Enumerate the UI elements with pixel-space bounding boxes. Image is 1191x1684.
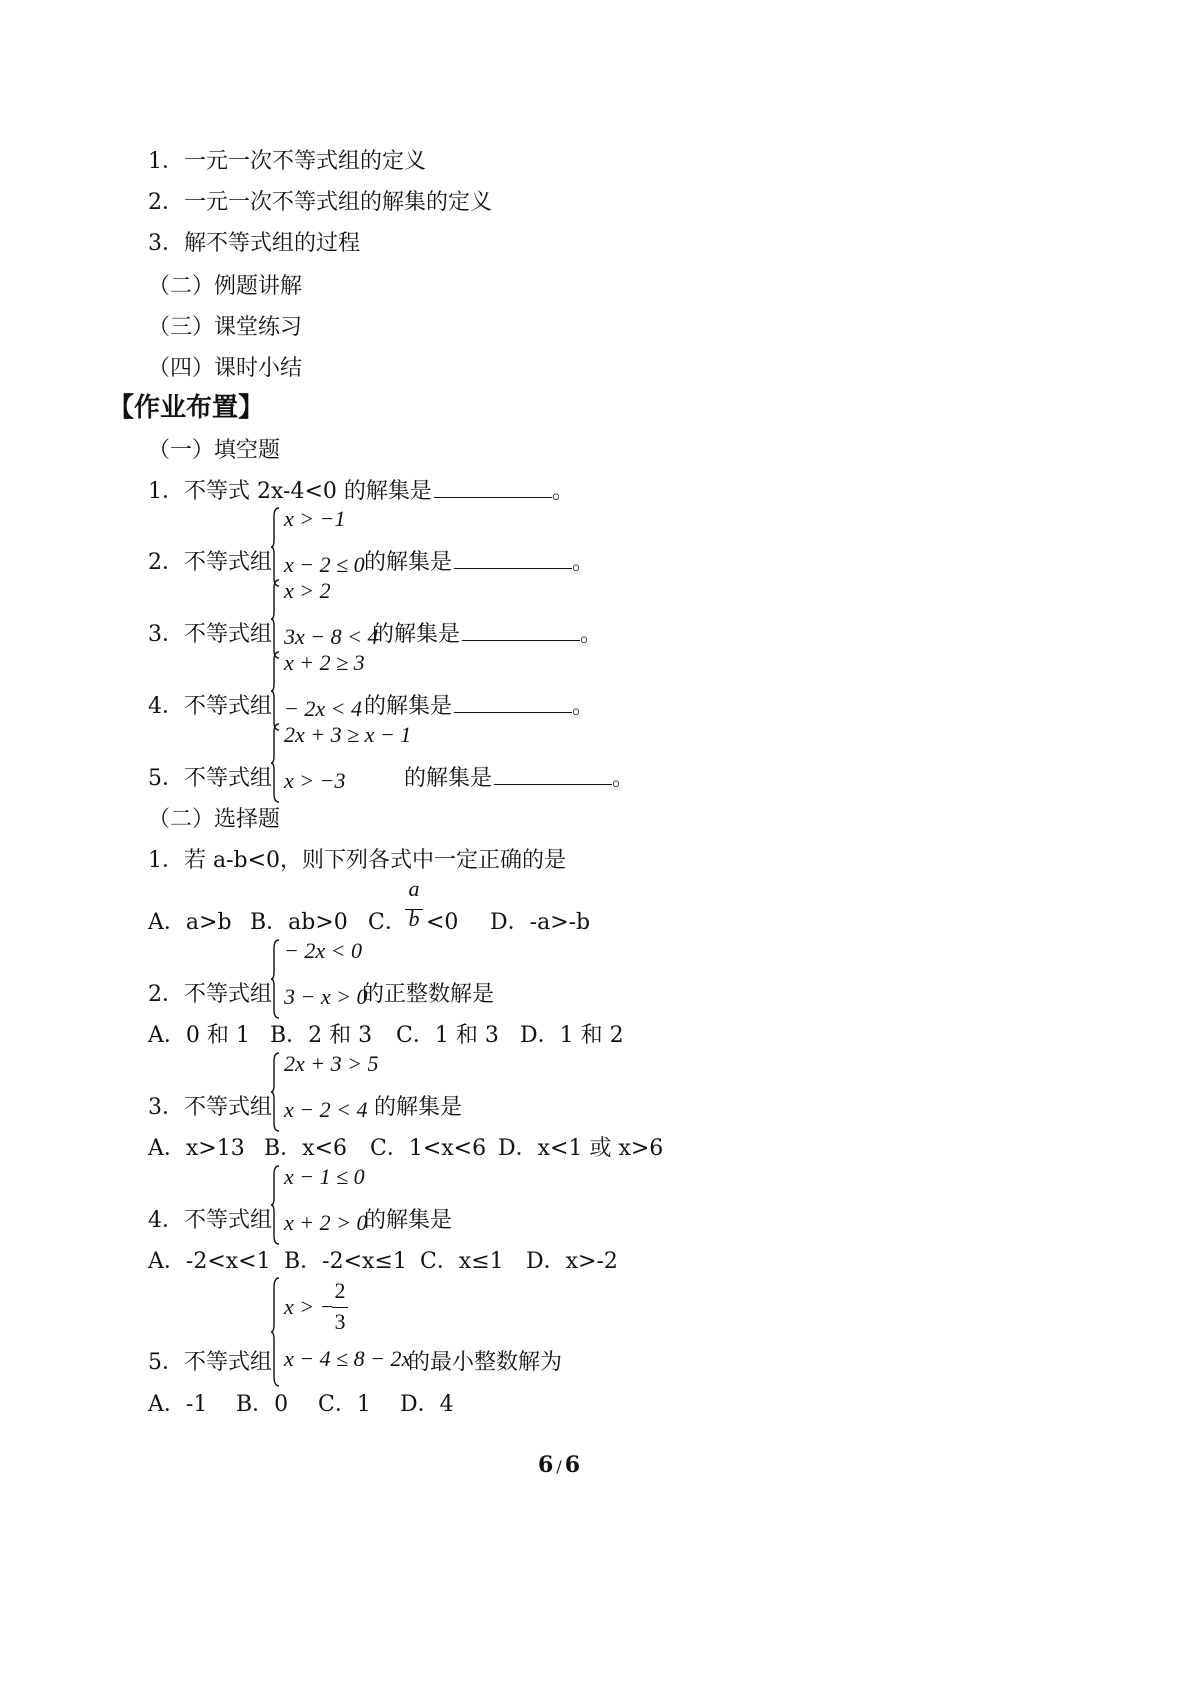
fraction-bar [332,1307,348,1308]
choice-q1-option-d: D．-a>-b [490,910,591,935]
section-summary: （四）课时小结 [148,356,303,381]
choice-q4-prefix: 4．不等式组 [148,1208,272,1233]
left-brace-icon [270,1164,280,1246]
choice-q1-option-c: C． [368,910,407,935]
fill-q2-prefix: 2．不等式组 [148,550,272,575]
choice-q3-option-a: A．x>13 [148,1136,245,1161]
fill-q4-suffix: 的解集是 [364,694,453,719]
section-examples: （二）例题讲解 [148,274,303,299]
choice-q2-row2: 3 − x > 0 [284,984,368,1009]
choice-q2-suffix: 的正整数解是 [362,982,495,1007]
fill-q4-end: 。 [572,694,595,719]
fill-q4-prefix: 4．不等式组 [148,694,272,719]
fill-q5-row1: 2x + 3 ≥ x − 1 [284,722,412,747]
left-brace-icon [270,650,280,732]
fraction-denominator: b [408,906,420,931]
choice-q3-prefix: 3．不等式组 [148,1095,272,1120]
fill-q2-row2: x − 2 ≤ 0 [284,552,365,577]
fill-section-title: （一）填空题 [148,438,281,463]
left-brace-icon [270,506,280,588]
page-separator: / [556,1457,562,1476]
choice-q1-option-b: B．ab>0 [250,910,348,935]
choice-q3-row2: x − 2 < 4 [284,1097,368,1122]
choice-q4-suffix: 的解集是 [364,1208,453,1233]
outline-item-3: 3．解不等式组的过程 [148,231,360,256]
fill-q3-row1: x > 2 [284,578,331,603]
choice-q5-option-d: D．4 [400,1392,454,1417]
choice-q1-option-a: A．a>b [148,910,232,935]
choice-q2-option-a: A．0 和 1 [148,1023,250,1048]
fill-q4-row1: x + 2 ≥ 3 [284,650,365,675]
choice-q1-stem: 1．若 a-b<0，则下列各式中一定正确的是 [148,848,567,873]
choice-q1-fraction [405,876,423,936]
choice-q3-option-c: C．1<x<6 [370,1136,487,1161]
page-current: 6 [538,1452,554,1478]
homework-heading: 【作业布置】 [108,393,265,423]
choice-q4-row2: x + 2 > 0 [284,1210,368,1235]
choice-q5-suffix: 的最小整数解为 [408,1350,563,1375]
answer-blank [434,477,552,498]
fill-q3-suffix: 的解集是 [372,622,461,647]
outline-item-2: 2．一元一次不等式组的解集的定义 [148,190,492,215]
fill-q2-end: 。 [572,550,595,575]
choice-q5-option-c: C．1 [318,1392,371,1417]
choice-q5-row2: x − 4 ≤ 8 − 2x [284,1346,412,1371]
fill-q4-tail [364,692,594,722]
section-practice: （三）课堂练习 [148,315,303,340]
choice-q4-option-b: B．-2<x≤1 [284,1249,407,1274]
choice-q5-prefix: 5．不等式组 [148,1350,272,1375]
left-brace-icon [270,1051,280,1133]
choice-q4-option-c: C．x≤1 [420,1249,504,1274]
fill-q3-end: 。 [580,622,603,647]
choice-q5-row1-denominator: 3 [334,1309,346,1334]
choice-q4-option-a: A．-2<x<1 [148,1249,271,1274]
page-total: 6 [564,1452,581,1478]
choice-q5-row1-numerator: 2 [334,1278,346,1303]
answer-blank [494,764,612,785]
fill-q2-tail [364,548,594,578]
fill-q5-row2: x > −3 [284,768,346,793]
answer-blank [462,620,580,641]
choice-section-title: （二）选择题 [148,807,281,832]
fill-q1-text: 1．不等式 2x-4<0 的解集是 [148,479,432,504]
choice-q2-option-c: C．1 和 3 [396,1023,499,1048]
fill-q5-suffix: 的解集是 [404,766,493,791]
left-brace-icon [270,722,280,804]
fill-q5-prefix: 5．不等式组 [148,766,272,791]
fraction-numerator: a [408,876,420,901]
choice-q5-row1: x > − [284,1294,335,1319]
left-brace-icon [270,578,280,660]
left-brace-icon [270,1276,280,1388]
choice-q3-option-b: B．x<6 [264,1136,348,1161]
choice-q3-option-d: D．x<1 或 x>6 [498,1136,664,1161]
answer-blank [454,548,572,569]
choice-q3-suffix: 的解集是 [374,1095,463,1120]
fill-q2-suffix: 的解集是 [364,550,453,575]
fill-q3-row2: 3x − 8 < 4 [284,624,379,649]
choice-q2-option-d: D．1 和 2 [520,1023,624,1048]
choice-q2-row1: − 2x < 0 [284,938,362,963]
choice-q2-prefix: 2．不等式组 [148,982,272,1007]
fill-q1 [148,477,574,507]
fill-q1-end: 。 [551,479,574,504]
page-number [538,1452,580,1478]
choice-q5-option-b: B．0 [236,1392,289,1417]
fill-q2-row1: x > −1 [284,506,346,531]
choice-q1-option-c-tail: <0 [426,910,459,935]
choice-q4-option-d: D．x>-2 [526,1249,618,1274]
choice-q4-row1: x − 1 ≤ 0 [284,1164,365,1189]
choice-q2-option-b: B．2 和 3 [270,1023,373,1048]
fill-q4-row2: − 2x < 4 [284,696,362,721]
fill-q5-end: 。 [612,766,635,791]
outline-item-1: 1．一元一次不等式组的定义 [148,149,426,174]
fill-q5-tail [404,764,634,794]
fill-q3-prefix: 3．不等式组 [148,622,272,647]
choice-q3-row1: 2x + 3 > 5 [284,1051,379,1076]
left-brace-icon [270,938,280,1020]
answer-blank [454,692,572,713]
choice-q5-option-a: A．-1 [148,1392,208,1417]
fill-q3-tail [372,620,602,650]
